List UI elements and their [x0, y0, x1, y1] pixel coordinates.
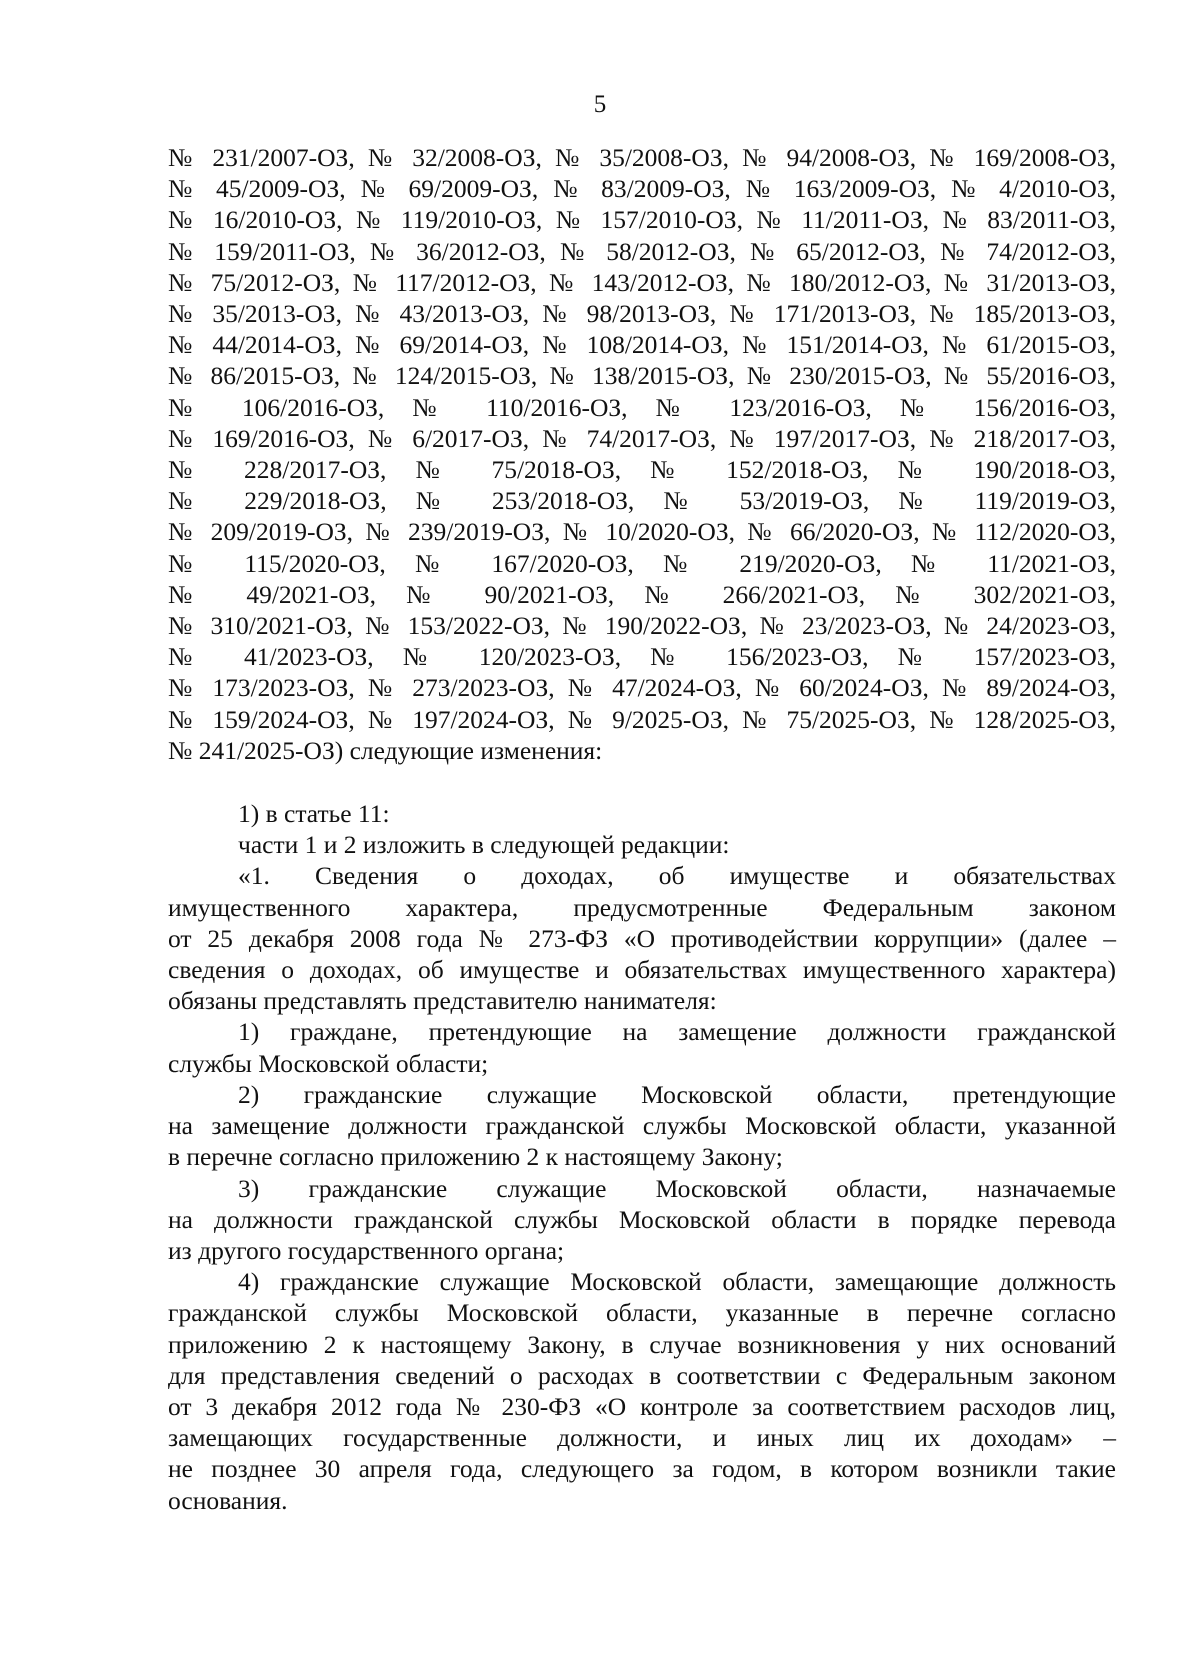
- text-line: № 16/2010-ОЗ, № 119/2010-ОЗ, № 157/2010-ОЗ, № 11/2011-ОЗ, № 83/2011-ОЗ,: [168, 205, 1116, 235]
- text-line: для представления сведений о расходах в соответствии с Федеральным законом: [168, 1360, 1116, 1390]
- text-line: основания.: [168, 1485, 288, 1515]
- text-line: № 209/2019-ОЗ, № 239/2019-ОЗ, № 10/2020-ОЗ, № 66/2020-ОЗ, № 112/2020-ОЗ,: [168, 517, 1116, 547]
- text-line: № 49/2021-ОЗ, № 90/2021-ОЗ, № 266/2021-ОЗ, № 302/2021-ОЗ,: [168, 579, 1116, 609]
- paragraph-gap: [168, 766, 1116, 798]
- text-line: № 75/2012-ОЗ, № 117/2012-ОЗ, № 143/2012-ОЗ, № 180/2012-ОЗ, № 31/2013-ОЗ,: [168, 267, 1116, 297]
- text-line: не позднее 30 апреля года, следующего за годом, в котором возникли такие: [168, 1454, 1116, 1484]
- text-line: замещающих государственные должности, и иных лиц их доходам» –: [168, 1423, 1116, 1453]
- text-line: на должности гражданской службы Московской области в порядке перевода: [168, 1204, 1116, 1234]
- text-line: сведения о доходах, об имуществе и обязательствах имущественного характера): [168, 955, 1116, 985]
- text-line: от 25 декабря 2008 года № 273-ФЗ «О противодействии коррупции» (далее –: [168, 923, 1116, 953]
- text-line: № 159/2011-ОЗ, № 36/2012-ОЗ, № 58/2012-ОЗ, № 65/2012-ОЗ, № 74/2012-ОЗ,: [168, 236, 1116, 266]
- text-line: на замещение должности гражданской службы Московской области, указанной: [168, 1111, 1116, 1141]
- text-line: № 45/2009-ОЗ, № 69/2009-ОЗ, № 83/2009-ОЗ, № 163/2009-ОЗ, № 4/2010-ОЗ,: [168, 174, 1116, 204]
- text-line: имущественного характера, предусмотренные Федеральным законом: [168, 892, 1116, 922]
- page-number: 5: [593, 91, 607, 118]
- text-line: 3) гражданские служащие Московской области, назначаемые: [238, 1173, 1116, 1203]
- text-line: № 41/2023-ОЗ, № 120/2023-ОЗ, № 156/2023-ОЗ, № 157/2023-ОЗ,: [168, 642, 1116, 672]
- text-line: гражданской службы Московской области, указанные в перечне согласно: [168, 1298, 1116, 1328]
- text-line: № 310/2021-ОЗ, № 153/2022-ОЗ, № 190/2022-ОЗ, № 23/2023-ОЗ, № 24/2023-ОЗ,: [168, 611, 1116, 641]
- item-heading: 1) в статье 11:: [238, 799, 390, 829]
- text-line: 4) гражданские служащие Московской области, замещающие должность: [238, 1267, 1116, 1297]
- text-line: № 115/2020-ОЗ, № 167/2020-ОЗ, № 219/2020-ОЗ, № 11/2021-ОЗ,: [168, 548, 1116, 578]
- text-line: 2) гражданские служащие Московской области, претендующие: [238, 1079, 1116, 1109]
- text-line: № 44/2014-ОЗ, № 69/2014-ОЗ, № 108/2014-ОЗ, № 151/2014-ОЗ, № 61/2015-ОЗ,: [168, 330, 1116, 360]
- subitem-2: [168, 1079, 1116, 1173]
- text-line: № 35/2013-ОЗ, № 43/2013-ОЗ, № 98/2013-ОЗ, № 171/2013-ОЗ, № 185/2013-ОЗ,: [168, 299, 1116, 329]
- text-line: от 3 декабря 2012 года № 230-ФЗ «О контроле за соответствием расходов лиц,: [168, 1391, 1116, 1421]
- text-line: № 169/2016-ОЗ, № 6/2017-ОЗ, № 74/2017-ОЗ, № 197/2017-ОЗ, № 218/2017-ОЗ,: [168, 423, 1116, 453]
- paragraph-1: [168, 860, 1116, 1016]
- text-line: № 229/2018-ОЗ, № 253/2018-ОЗ, № 53/2019-ОЗ, № 119/2019-ОЗ,: [168, 486, 1116, 516]
- item-instruction: части 1 и 2 изложить в следующей редакции:: [238, 830, 730, 860]
- text-line: № 159/2024-ОЗ, № 197/2024-ОЗ, № 9/2025-ОЗ, № 75/2025-ОЗ, № 128/2025-ОЗ,: [168, 704, 1116, 734]
- text-line: № 241/2025-ОЗ) следующие изменения:: [168, 735, 603, 765]
- subitem-3: [168, 1173, 1116, 1267]
- subitem-4: [168, 1266, 1116, 1516]
- text-line: службы Московской области;: [168, 1048, 489, 1078]
- text-line: приложению 2 к настоящему Закону, в случае возникновения у них оснований: [168, 1329, 1116, 1359]
- text-line: № 231/2007-ОЗ, № 32/2008-ОЗ, № 35/2008-ОЗ, № 94/2008-ОЗ, № 169/2008-ОЗ,: [168, 143, 1116, 172]
- text-line: из другого государственного органа;: [168, 1235, 565, 1265]
- text-line: № 173/2023-ОЗ, № 273/2023-ОЗ, № 47/2024-ОЗ, № 60/2024-ОЗ, № 89/2024-ОЗ,: [168, 673, 1116, 703]
- document-body: [168, 142, 1116, 1516]
- text-line: № 228/2017-ОЗ, № 75/2018-ОЗ, № 152/2018-ОЗ, № 190/2018-ОЗ,: [168, 455, 1116, 485]
- text-line: № 106/2016-ОЗ, № 110/2016-ОЗ, № 123/2016-ОЗ, № 156/2016-ОЗ,: [168, 392, 1116, 422]
- text-line: обязаны представлять представителю нанимателя:: [168, 986, 717, 1016]
- laws-list: [168, 142, 1116, 766]
- text-line: 1) граждане, претендующие на замещение должности гражданской: [238, 1017, 1116, 1047]
- subitem-1: [168, 1016, 1116, 1078]
- text-line: № 86/2015-ОЗ, № 124/2015-ОЗ, № 138/2015-ОЗ, № 230/2015-ОЗ, № 55/2016-ОЗ,: [168, 361, 1116, 391]
- text-line: в перечне согласно приложению 2 к настоящему Закону;: [168, 1142, 783, 1172]
- text-line: «1. Сведения о доходах, об имуществе и обязательствах: [238, 861, 1116, 891]
